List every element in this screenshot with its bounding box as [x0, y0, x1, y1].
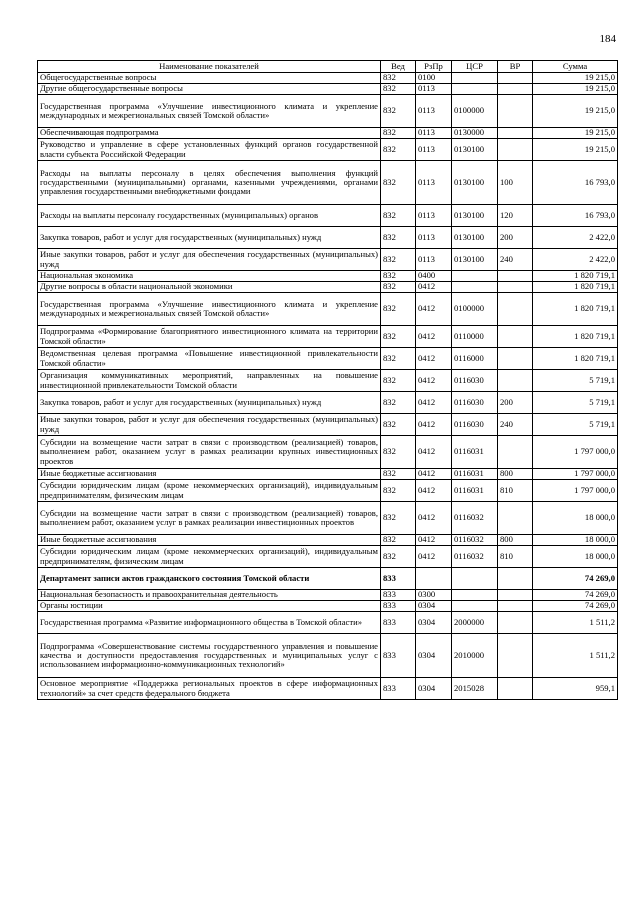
row-sum-cell: 1 820 719,1: [533, 348, 618, 370]
row-ved-cell: 832: [381, 73, 416, 84]
row-ved-cell: 832: [381, 139, 416, 161]
row-vr-cell: 800: [498, 535, 533, 546]
row-sum-cell: 1 820 719,1: [533, 326, 618, 348]
row-rzpr-cell: 0113: [416, 84, 452, 95]
row-vr-cell: [498, 502, 533, 535]
row-name-cell: Расходы на выплаты персоналу в целях обеспечения выполнения функций государственными (муниципальными) органами, казенными учреждениями, органами управления государственными внебюджетными фондами: [38, 161, 381, 205]
row-vr-cell: 810: [498, 546, 533, 568]
row-rzpr-cell: 0304: [416, 612, 452, 634]
row-sum-cell: 1 797 000,0: [533, 480, 618, 502]
row-rzpr-cell: 0412: [416, 414, 452, 436]
row-csr-cell: 0116031: [452, 480, 498, 502]
row-ved-cell: 833: [381, 634, 416, 678]
row-vr-cell: [498, 590, 533, 601]
table-row: [38, 678, 618, 700]
table-row: [38, 73, 618, 84]
row-sum-cell: 1 797 000,0: [533, 469, 618, 480]
row-csr-cell: 0116030: [452, 392, 498, 414]
row-rzpr-cell: 0412: [416, 436, 452, 469]
row-csr-cell: 0116032: [452, 535, 498, 546]
page-number: 184: [599, 33, 616, 45]
row-rzpr-cell: 0412: [416, 293, 452, 326]
row-rzpr-cell: 0113: [416, 95, 452, 128]
table-row: [38, 634, 618, 678]
row-csr-cell: 0130000: [452, 128, 498, 139]
row-vr-cell: [498, 678, 533, 700]
table-row: [38, 326, 618, 348]
table-row: [38, 469, 618, 480]
row-rzpr-cell: 0304: [416, 678, 452, 700]
row-ved-cell: 832: [381, 95, 416, 128]
row-csr-cell: [452, 601, 498, 612]
row-vr-cell: 100: [498, 161, 533, 205]
row-name-cell: Расходы на выплаты персоналу государственных (муниципальных) органов: [38, 205, 381, 227]
row-ved-cell: 832: [381, 161, 416, 205]
row-name-cell: Государственная программа «Развитие информационного общества в Томской области»: [38, 612, 381, 634]
row-ved-cell: 833: [381, 678, 416, 700]
row-sum-cell: 19 215,0: [533, 73, 618, 84]
row-vr-cell: [498, 601, 533, 612]
row-rzpr-cell: 0113: [416, 249, 452, 271]
column-header-vr: ВР: [498, 61, 533, 73]
row-rzpr-cell: 0412: [416, 348, 452, 370]
row-name-cell: Субсидии юридическим лицам (кроме некоммерческих организаций), индивидуальным предпринимателям, физическим лицам: [38, 546, 381, 568]
column-header-sum: Сумма: [533, 61, 618, 73]
row-sum-cell: 18 000,0: [533, 502, 618, 535]
row-name-cell: Субсидии на возмещение части затрат в связи с производством (реализацией) товаров, выполнением работ, оказанием услуг в рамках реализации крупных инвестиционных проектов: [38, 436, 381, 469]
row-vr-cell: [498, 348, 533, 370]
table-row: [38, 95, 618, 128]
row-csr-cell: 0116032: [452, 502, 498, 535]
row-vr-cell: 810: [498, 480, 533, 502]
row-name-cell: Закупка товаров, работ и услуг для государственных (муниципальных) нужд: [38, 392, 381, 414]
row-name-cell: Иные бюджетные ассигнования: [38, 469, 381, 480]
row-name-cell: Национальная экономика: [38, 271, 381, 282]
row-vr-cell: [498, 634, 533, 678]
row-sum-cell: 5 719,1: [533, 392, 618, 414]
table-row: [38, 436, 618, 469]
row-sum-cell: 18 000,0: [533, 535, 618, 546]
row-vr-cell: 240: [498, 249, 533, 271]
table-row: [38, 535, 618, 546]
row-sum-cell: 1 797 000,0: [533, 436, 618, 469]
table-row: [38, 205, 618, 227]
row-name-cell: Государственная программа «Улучшение инвестиционного климата и укрепление международных и межрегиональных связей Томской области»: [38, 293, 381, 326]
row-sum-cell: 1 511,2: [533, 612, 618, 634]
table-row: [38, 601, 618, 612]
row-sum-cell: 19 215,0: [533, 139, 618, 161]
row-name-cell: Подпрограмма «Совершенствование системы государственного управления и повышение качества и доступности предоставления государственных и муниципальных услуг с использованием информационно-коммуникационных технологий»: [38, 634, 381, 678]
row-name-cell: Иные закупки товаров, работ и услуг для обеспечения государственных (муниципальных) нужд: [38, 249, 381, 271]
row-ved-cell: 832: [381, 469, 416, 480]
row-rzpr-cell: 0412: [416, 370, 452, 392]
row-name-cell: Руководство и управление в сфере установленных функций органов государственной власти субъекта Российской Федерации: [38, 139, 381, 161]
table-row: [38, 348, 618, 370]
row-name-cell: Подпрограмма «Формирование благоприятного инвестиционного климата на территории Томской области»: [38, 326, 381, 348]
row-ved-cell: 832: [381, 348, 416, 370]
row-sum-cell: 19 215,0: [533, 128, 618, 139]
row-rzpr-cell: 0412: [416, 326, 452, 348]
table-row: [38, 612, 618, 634]
row-rzpr-cell: 0400: [416, 271, 452, 282]
table-row: [38, 480, 618, 502]
row-ved-cell: 832: [381, 249, 416, 271]
column-header-name: Наименование показателей: [38, 61, 381, 73]
row-vr-cell: [498, 282, 533, 293]
row-name-cell: Закупка товаров, работ и услуг для государственных (муниципальных) нужд: [38, 227, 381, 249]
table-row: [38, 414, 618, 436]
row-ved-cell: 832: [381, 271, 416, 282]
row-ved-cell: 832: [381, 546, 416, 568]
row-rzpr-cell: 0113: [416, 139, 452, 161]
row-vr-cell: 120: [498, 205, 533, 227]
row-vr-cell: 200: [498, 227, 533, 249]
row-sum-cell: 959,1: [533, 678, 618, 700]
row-csr-cell: 0130100: [452, 205, 498, 227]
table-row: [38, 249, 618, 271]
row-ved-cell: 832: [381, 480, 416, 502]
row-ved-cell: 833: [381, 568, 416, 590]
row-vr-cell: [498, 326, 533, 348]
row-rzpr-cell: 0113: [416, 205, 452, 227]
row-csr-cell: 0130100: [452, 161, 498, 205]
row-vr-cell: [498, 139, 533, 161]
row-vr-cell: [498, 568, 533, 590]
row-csr-cell: [452, 73, 498, 84]
row-sum-cell: 18 000,0: [533, 546, 618, 568]
row-ved-cell: 833: [381, 601, 416, 612]
row-csr-cell: 0110000: [452, 326, 498, 348]
table-row: [38, 568, 618, 590]
row-rzpr-cell: 0113: [416, 128, 452, 139]
row-vr-cell: [498, 271, 533, 282]
row-name-cell: Обеспечивающая подпрограмма: [38, 128, 381, 139]
row-ved-cell: 832: [381, 282, 416, 293]
row-sum-cell: 16 793,0: [533, 205, 618, 227]
row-csr-cell: 0130100: [452, 249, 498, 271]
row-sum-cell: 1 511,2: [533, 634, 618, 678]
column-header-rzpr: РзПр: [416, 61, 452, 73]
table-row: [38, 84, 618, 95]
row-vr-cell: [498, 612, 533, 634]
row-rzpr-cell: 0300: [416, 590, 452, 601]
row-csr-cell: 0100000: [452, 293, 498, 326]
row-name-cell: Департамент записи актов гражданского состояния Томской области: [38, 568, 381, 590]
row-csr-cell: 0130100: [452, 227, 498, 249]
row-name-cell: Иные закупки товаров, работ и услуг для обеспечения государственных (муниципальных) нужд: [38, 414, 381, 436]
row-ved-cell: 833: [381, 590, 416, 601]
row-csr-cell: 2015028: [452, 678, 498, 700]
row-csr-cell: [452, 271, 498, 282]
row-ved-cell: 832: [381, 535, 416, 546]
row-csr-cell: 2000000: [452, 612, 498, 634]
row-name-cell: Субсидии юридическим лицам (кроме некоммерческих организаций), индивидуальным предпринимателям, физическим лицам: [38, 480, 381, 502]
table-row: [38, 590, 618, 601]
row-ved-cell: 832: [381, 436, 416, 469]
row-rzpr-cell: 0412: [416, 480, 452, 502]
row-name-cell: Ведомственная целевая программа «Повышение инвестиционной привлекательности Томской области»: [38, 348, 381, 370]
row-ved-cell: 832: [381, 128, 416, 139]
row-rzpr-cell: 0100: [416, 73, 452, 84]
row-csr-cell: 0130100: [452, 139, 498, 161]
row-csr-cell: [452, 84, 498, 95]
row-csr-cell: 0116032: [452, 546, 498, 568]
row-csr-cell: 0116031: [452, 436, 498, 469]
row-ved-cell: 832: [381, 293, 416, 326]
row-ved-cell: 832: [381, 205, 416, 227]
row-rzpr-cell: 0412: [416, 535, 452, 546]
row-csr-cell: 0116030: [452, 414, 498, 436]
column-header-ved: Вед: [381, 61, 416, 73]
table-row: [38, 502, 618, 535]
row-ved-cell: 832: [381, 370, 416, 392]
row-name-cell: Организация коммуникативных мероприятий, направленных на повышение инвестиционной привлекательности Томской области: [38, 370, 381, 392]
row-name-cell: Органы юстиции: [38, 601, 381, 612]
row-csr-cell: 0116030: [452, 370, 498, 392]
row-rzpr-cell: 0113: [416, 161, 452, 205]
row-vr-cell: [498, 128, 533, 139]
row-rzpr-cell: 0412: [416, 469, 452, 480]
row-ved-cell: 832: [381, 227, 416, 249]
table-row: [38, 128, 618, 139]
row-rzpr-cell: 0304: [416, 601, 452, 612]
table-row: [38, 370, 618, 392]
row-rzpr-cell: 0412: [416, 392, 452, 414]
row-ved-cell: 832: [381, 414, 416, 436]
row-name-cell: Субсидии на возмещение части затрат в связи с производством (реализацией) товаров, выполнением работ, оказанием услуг в рамках реализации инвестиционных проектов: [38, 502, 381, 535]
row-vr-cell: [498, 95, 533, 128]
row-ved-cell: 832: [381, 84, 416, 95]
table-row: [38, 282, 618, 293]
table-row: [38, 392, 618, 414]
row-name-cell: Другие общегосударственные вопросы: [38, 84, 381, 95]
row-rzpr-cell: 0412: [416, 546, 452, 568]
row-rzpr-cell: 0113: [416, 227, 452, 249]
row-name-cell: Иные бюджетные ассигнования: [38, 535, 381, 546]
row-vr-cell: [498, 73, 533, 84]
row-name-cell: Другие вопросы в области национальной экономики: [38, 282, 381, 293]
row-rzpr-cell: 0412: [416, 502, 452, 535]
row-rzpr-cell: [416, 568, 452, 590]
row-sum-cell: 2 422,0: [533, 227, 618, 249]
row-rzpr-cell: 0304: [416, 634, 452, 678]
row-vr-cell: [498, 293, 533, 326]
row-sum-cell: 19 215,0: [533, 95, 618, 128]
row-csr-cell: 0116031: [452, 469, 498, 480]
table-row: [38, 271, 618, 282]
row-vr-cell: [498, 370, 533, 392]
row-sum-cell: 16 793,0: [533, 161, 618, 205]
budget-table-body: [38, 73, 618, 700]
row-ved-cell: 832: [381, 502, 416, 535]
row-ved-cell: 833: [381, 612, 416, 634]
table-row: [38, 546, 618, 568]
row-vr-cell: 200: [498, 392, 533, 414]
row-csr-cell: [452, 568, 498, 590]
column-header-csr: ЦСР: [452, 61, 498, 73]
row-vr-cell: 240: [498, 414, 533, 436]
row-csr-cell: [452, 282, 498, 293]
table-row: [38, 293, 618, 326]
row-name-cell: Государственная программа «Улучшение инвестиционного климата и укрепление международных и межрегиональных связей Томской области»: [38, 95, 381, 128]
row-csr-cell: 0100000: [452, 95, 498, 128]
row-sum-cell: 5 719,1: [533, 414, 618, 436]
row-vr-cell: [498, 84, 533, 95]
row-sum-cell: 74 269,0: [533, 568, 618, 590]
row-sum-cell: 19 215,0: [533, 84, 618, 95]
row-csr-cell: 2010000: [452, 634, 498, 678]
row-name-cell: Национальная безопасность и правоохранительная деятельность: [38, 590, 381, 601]
row-sum-cell: 5 719,1: [533, 370, 618, 392]
row-sum-cell: 2 422,0: [533, 249, 618, 271]
row-rzpr-cell: 0412: [416, 282, 452, 293]
table-row: [38, 139, 618, 161]
row-name-cell: Основное мероприятие «Поддержка региональных проектов в сфере информационных технологий» за счет средств федерального бюджета: [38, 678, 381, 700]
row-ved-cell: 832: [381, 392, 416, 414]
row-vr-cell: [498, 436, 533, 469]
row-sum-cell: 1 820 719,1: [533, 282, 618, 293]
row-name-cell: Общегосударственные вопросы: [38, 73, 381, 84]
table-header-row: [38, 61, 618, 73]
row-sum-cell: 74 269,0: [533, 590, 618, 601]
row-ved-cell: 832: [381, 326, 416, 348]
table-row: [38, 161, 618, 205]
row-sum-cell: 1 820 719,1: [533, 271, 618, 282]
row-sum-cell: 74 269,0: [533, 601, 618, 612]
table-row: [38, 227, 618, 249]
row-vr-cell: 800: [498, 469, 533, 480]
row-sum-cell: 1 820 719,1: [533, 293, 618, 326]
budget-table: [37, 60, 618, 700]
row-csr-cell: 0116000: [452, 348, 498, 370]
row-csr-cell: [452, 590, 498, 601]
